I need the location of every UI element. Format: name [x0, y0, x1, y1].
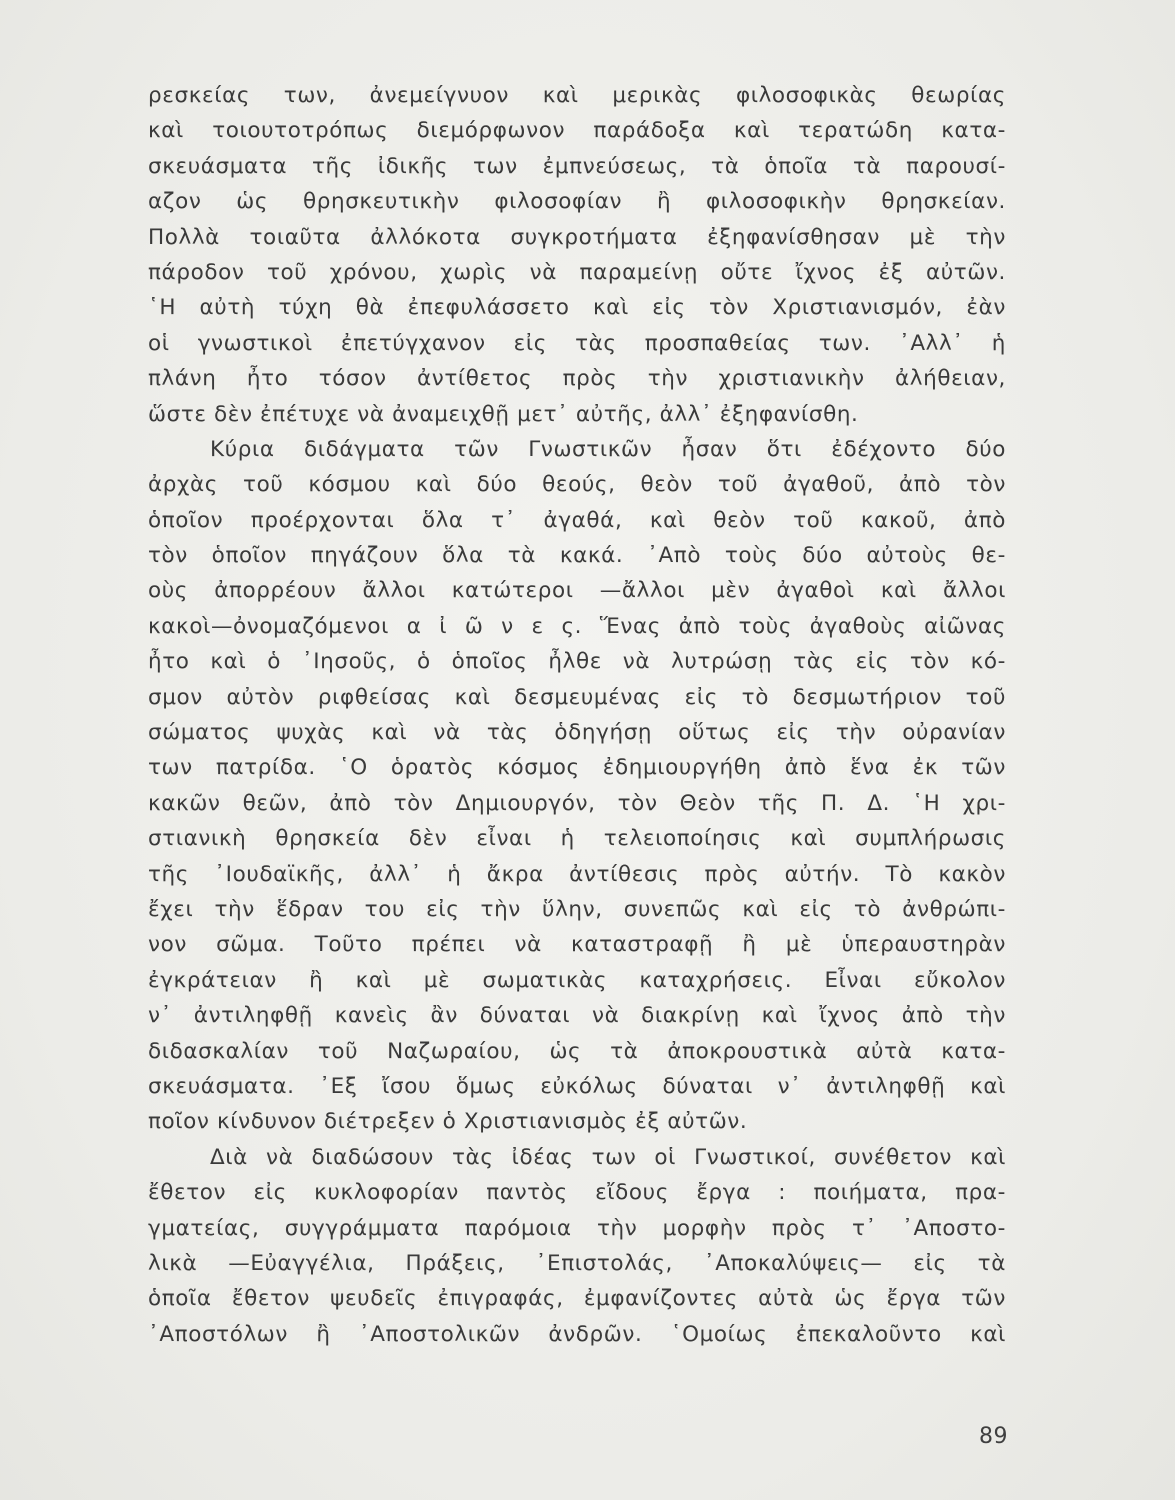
text-line: κακῶν θεῶν, ἀπὸ τὸν Δημιουργόν, τὸν Θεὸν τῆς Π. Δ. ῾Η χρι-: [148, 790, 1006, 816]
text-line: τὸν ὁποῖον πηγάζουν ὅλα τὰ κακά. ᾿Απὸ τοὺς δύο αὐτοὺς θε-: [148, 543, 1006, 569]
text-line: σκευάσματα τῆς ἰδικῆς των ἐμπνεύσεως, τὰ ὁποῖα τὰ παρουσί-: [148, 153, 1006, 179]
text-line: γματείας, συγγράμματα παρόμοια τὴν μορφὴν πρὸς τ᾿ ᾿Αποστο-: [148, 1215, 1006, 1241]
text-line: ἐγκράτειαν ἢ καὶ μὲ σωματικὰς καταχρήσεις. Εἶναι εὔκολον: [148, 967, 1006, 993]
text-line: σκευάσματα. ᾿Εξ ἴσου ὅμως εὐκόλως δύναται ν᾿ ἀντιληφθῇ καὶ: [148, 1073, 1006, 1099]
text-line: ἦτο καὶ ὁ ᾿Ιησοῦς, ὁ ὁποῖος ἦλθε νὰ λυτρώσῃ τὰς εἰς τὸν κό-: [148, 649, 1006, 675]
text-line: τῆς ᾿Ιουδαϊκῆς, ἀλλ᾿ ἡ ἄκρα ἀντίθεσις πρὸς αὐτήν. Τὸ κακὸν: [148, 861, 1006, 887]
text-line: ἀρχὰς τοῦ κόσμου καὶ δύο θεούς, θεὸν τοῦ ἀγαθοῦ, ἀπὸ τὸν: [148, 472, 1006, 498]
text-line: πλάνη ἦτο τόσον ἀντίθετος πρὸς τὴν χριστιανικὴν ἀλήθειαν,: [148, 366, 1006, 392]
text-line: ῾Η αὐτὴ τύχη θὰ ἐπεφυλάσσετο καὶ εἰς τὸν Χριστιανισμόν, ἐὰν: [148, 295, 1006, 321]
text-line: ρεσκείας των, ἀνεμείγνυον καὶ μερικὰς φιλοσοφικὰς θεωρίας: [148, 83, 1006, 108]
page-number: 89: [979, 1424, 1008, 1449]
text-line: λικὰ —Εὐαγγέλια, Πράξεις, ᾿Επιστολάς, ᾿Αποκαλύψεις— εἰς τὰ: [148, 1250, 1006, 1276]
text-line: καὶ τοιουτοτρόπως διεμόρφωνον παράδοξα καὶ τερατώδη κατα-: [148, 118, 1006, 144]
body-text: [148, 78, 1006, 1352]
text-line: Πολλὰ τοιαῦτα ἀλλόκοτα συγκροτήματα ἐξηφανίσθησαν μὲ τὴν: [148, 224, 1006, 250]
text-line: οἱ γνωστικοὶ ἐπετύγχανον εἰς τὰς προσπαθείας των. ᾿Αλλ᾿ ἡ: [148, 330, 1006, 356]
text-line: ὁποῖα ἔθετον ψευδεῖς ἐπιγραφάς, ἐμφανίζοντες αὐτὰ ὡς ἔργα τῶν: [148, 1286, 1006, 1312]
text-line: ᾿Αποστόλων ἢ ᾿Αποστολικῶν ἀνδρῶν. ῾Ομοίως ἐπεκαλοῦντο καὶ: [148, 1321, 1006, 1347]
text-line: ν᾿ ἀντιληφθῇ κανεὶς ἂν δύναται νὰ διακρίνῃ καὶ ἴχνος ἀπὸ τὴν: [148, 1003, 1006, 1029]
text-line: κακοὶ—ὀνομαζόμενοι α ἰ ῶ ν ε ς. Ἕνας ἀπὸ τοὺς ἀγαθοὺς αἰῶνας: [148, 613, 1006, 639]
text-line: ὁποῖον προέρχονται ὅλα τ᾿ ἀγαθά, καὶ θεὸν τοῦ κακοῦ, ἀπὸ: [148, 507, 1006, 533]
text-line: νον σῶμα. Τοῦτο πρέπει νὰ καταστραφῇ ἢ μὲ ὑπεραυστηρὰν: [148, 932, 1006, 958]
text-line: σμον αὐτὸν ριφθείσας καὶ δεσμευμένας εἰς τὸ δεσμωτήριον τοῦ: [148, 684, 1006, 710]
text-line: ἔχει τὴν ἕδραν του εἰς τὴν ὕλην, συνεπῶς καὶ εἰς τὸ ἀνθρώπι-: [148, 896, 1006, 922]
text-line: των πατρίδα. ῾Ο ὁρατὸς κόσμος ἐδημιουργήθη ἀπὸ ἕνα ἐκ τῶν: [148, 755, 1006, 781]
text-line: ἔθετον εἰς κυκλοφορίαν παντὸς εἴδους ἔργα : ποιήματα, πρα-: [148, 1180, 1006, 1206]
text-line: ποῖον κίνδυνον διέτρεξεν ὁ Χριστιανισμὸς ἐξ αὐτῶν.: [148, 1109, 748, 1135]
text-line: Διὰ νὰ διαδώσουν τὰς ἰδέας των οἱ Γνωστικοί, συνέθετον καὶ: [210, 1144, 1006, 1170]
text-line: ὥστε δὲν ἐπέτυχε νὰ ἀναμειχθῇ μετ᾿ αὐτῆς, ἀλλ᾿ ἐξηφανίσθη.: [148, 401, 859, 427]
text-line: αζον ὡς θρησκευτικὴν φιλοσοφίαν ἢ φιλοσοφικὴν θρησκείαν.: [148, 189, 1006, 215]
text-line: στιανικὴ θρησκεία δὲν εἶναι ἡ τελειοποίησις καὶ συμπλήρωσις: [148, 826, 1006, 852]
text-line: διδασκαλίαν τοῦ Ναζωραίου, ὡς τὰ ἀποκρουστικὰ αὐτὰ κατα-: [148, 1038, 1006, 1064]
text-line: Κύρια διδάγματα τῶν Γνωστικῶν ἦσαν ὅτι ἐδέχοντο δύο: [210, 436, 1006, 462]
text-line: σώματος ψυχὰς καὶ νὰ τὰς ὁδηγήσῃ οὕτως εἰς τὴν οὐρανίαν: [148, 720, 1006, 746]
text-line: οὺς ἀπορρέουν ἄλλοι κατώτεροι —ἄλλοι μὲν ἀγαθοὶ καὶ ἄλλοι: [148, 578, 1006, 604]
text-line: πάροδον τοῦ χρόνου, χωρὶς νὰ παραμείνῃ οὔτε ἴχνος ἐξ αὐτῶν.: [148, 259, 1006, 285]
